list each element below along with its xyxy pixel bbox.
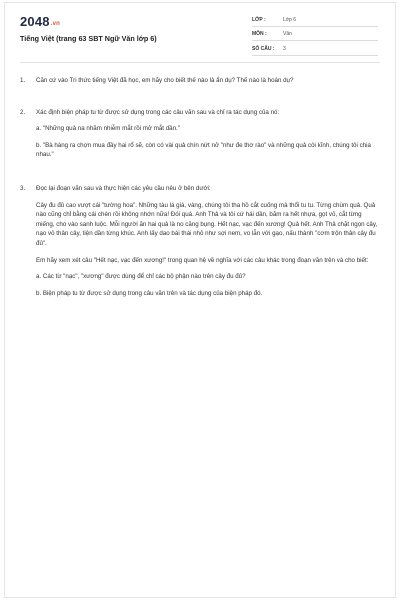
question-number: 1.	[20, 77, 26, 84]
meta-row-count	[252, 43, 378, 56]
sub-item-a: a. Các từ "nạc", "xương" được dùng để chỉ các bộ phận nào trên cây đu đủ?	[36, 273, 246, 281]
sub-item-b: b. Biện pháp tu từ được sử dụng trong câu văn trên và tác dụng của biện pháp đó.	[36, 289, 263, 297]
meta-label-class: LỚP :	[252, 16, 266, 23]
sub-item-b: b. "Bà hàng ra chợn mua đầy hai rổ sẽ, còn có vài quả chín nứt nở "như đe thơ rào" và những quả còi kĩnh, chúng tôi chia nhau."	[36, 141, 371, 159]
header-divider	[20, 62, 380, 63]
question-2	[20, 108, 380, 160]
meta-value-class: Lớp 6	[283, 16, 297, 23]
meta-row-class	[252, 14, 378, 27]
excerpt-paragraph: Cây đu đủ cao vượt cái "tường hoa". Những tàu lá già, vàng, chúng tôi tha hồ cắt cuống mà thổi tu tu. Từng chùm quả. Quả nào cũng chỉ bằng cái chén rồi không nhớn nữa! Đói quá. Anh Thả và tôi cứ hái dần, băm ra hết nhựa, gọt vỏ, cắt từng miếng, cho vào sanh luộc. Mỗi người ăn hai quả là no căng bụng. Hết nạc, vạc đến xương! Quả hết. Anh Thả chặt ngọn cây, nạo vỏ thân cây, tiện dần từng khúc. Anh lấy dao bài thái nhỏ như sợi nem, vo lẫn với gạo, nấu thành "cơm trộn thân cây đu đủ".	[36, 201, 378, 247]
instruction-text: Em hãy xem xét câu "Hết nạc, vạc đến xương!" trong quan hệ về nghĩa với các câu khác trong đoạn văn trên và cho biết:	[36, 256, 369, 264]
question-number: 3.	[20, 184, 26, 192]
question-text: Đọc lại đoạn văn sau và thực hiện các yêu cầu nêu ở bên dưới:	[36, 184, 211, 192]
site-logo[interactable]	[20, 14, 60, 29]
meta-value-subject: Văn	[283, 31, 292, 38]
meta-value-count: 3	[283, 45, 286, 52]
sub-item-a: a. "Những quả na nhăm nhiễm mắt rồi mở mắt dần."	[36, 125, 180, 133]
header	[0, 0, 400, 70]
meta-info	[252, 14, 378, 58]
meta-label-count: SỐ CÂU :	[252, 45, 275, 52]
question-list	[20, 76, 380, 298]
logo-text: 2048	[20, 14, 50, 29]
question-text: Xác định biện pháp tu từ được sử dụng trong các câu văn sau và chỉ ra tác dụng của nó:	[36, 108, 280, 116]
meta-label-subject: MÔN :	[252, 31, 267, 38]
logo-tld: .vn	[50, 21, 61, 27]
question-number: 2.	[20, 108, 26, 116]
question-3	[20, 184, 380, 298]
meta-row-subject	[252, 29, 378, 42]
page-title: Tiếng Việt (trang 63 SBT Ngữ Văn lớp 6)	[20, 34, 157, 43]
question-1	[20, 76, 380, 86]
question-text: Căn cứ vào Tri thức tiếng Việt đã học, em hãy cho biết thế nào là ẩn dụ? Thế nào là hoán dụ?	[36, 77, 294, 84]
